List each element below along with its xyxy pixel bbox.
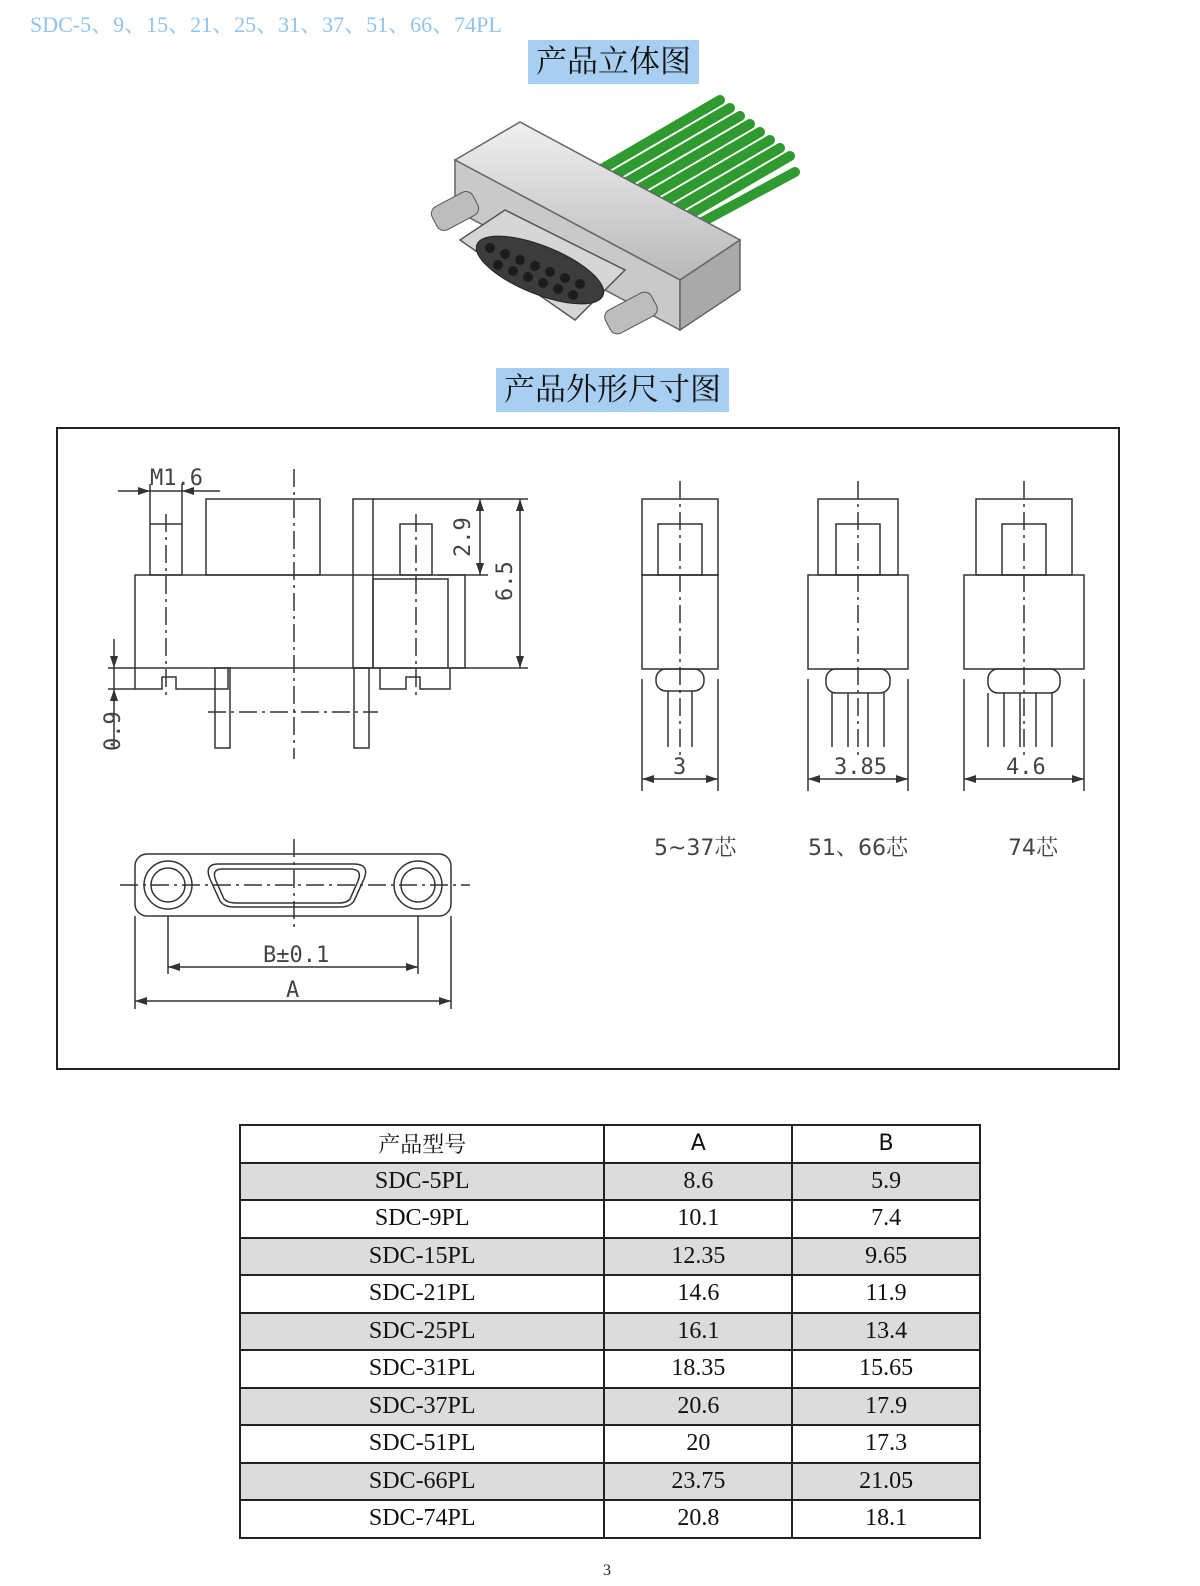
cell-a: 20.6	[604, 1388, 792, 1426]
dim-3-85: 3.85	[834, 755, 887, 780]
caption-51-66-pin: 51、66芯	[808, 836, 908, 861]
caption-5-37-pin: 5~37芯	[654, 836, 737, 861]
table-header-row	[240, 1125, 980, 1163]
caption-74-pin: 74芯	[1008, 836, 1058, 861]
dim-6-5: 6.5	[493, 561, 518, 601]
table-row	[240, 1425, 980, 1463]
cell-b: 7.4	[792, 1200, 980, 1238]
table-row	[240, 1238, 980, 1276]
section-title-dimension-drawing: 产品外形尺寸图	[496, 368, 729, 412]
table-row	[240, 1500, 980, 1538]
dim-b: B±0.1	[263, 943, 330, 968]
cell-model: SDC-66PL	[240, 1463, 604, 1501]
cell-model: SDC-25PL	[240, 1313, 604, 1351]
cell-model: SDC-37PL	[240, 1388, 604, 1426]
cell-b: 17.9	[792, 1388, 980, 1426]
cell-a: 16.1	[604, 1313, 792, 1351]
dim-0-9: 0.9	[101, 711, 126, 751]
end-view-5-37	[642, 481, 718, 791]
dim-m16: M1.6	[150, 466, 203, 491]
cell-a: 14.6	[604, 1275, 792, 1313]
table-row	[240, 1163, 980, 1201]
cell-b: 17.3	[792, 1425, 980, 1463]
cell-model: SDC-9PL	[240, 1200, 604, 1238]
cell-b: 9.65	[792, 1238, 980, 1276]
cell-b: 18.1	[792, 1500, 980, 1538]
dimension-drawing	[58, 429, 1120, 1070]
cell-model: SDC-31PL	[240, 1350, 604, 1388]
cell-b: 21.05	[792, 1463, 980, 1501]
dim-4-6: 4.6	[1006, 755, 1046, 780]
table-row	[240, 1350, 980, 1388]
dim-2-9: 2.9	[451, 517, 476, 557]
dimension-drawing-frame	[56, 427, 1120, 1070]
cell-b: 5.9	[792, 1163, 980, 1201]
cell-a: 20	[604, 1425, 792, 1463]
dim-3: 3	[673, 755, 687, 780]
section-title-3d-view: 产品立体图	[528, 40, 699, 84]
cell-a: 8.6	[604, 1163, 792, 1201]
table-row	[240, 1313, 980, 1351]
cell-model: SDC-21PL	[240, 1275, 604, 1313]
col-header-model: 产品型号	[240, 1125, 604, 1163]
table-row	[240, 1275, 980, 1313]
cell-a: 23.75	[604, 1463, 792, 1501]
col-header-b: B	[792, 1125, 980, 1163]
page-number: 3	[603, 1562, 611, 1579]
table-row	[240, 1200, 980, 1238]
cell-a: 10.1	[604, 1200, 792, 1238]
table-row	[240, 1388, 980, 1426]
cell-a: 20.8	[604, 1500, 792, 1538]
cell-model: SDC-5PL	[240, 1163, 604, 1201]
spec-table	[239, 1124, 981, 1539]
end-view-51-66	[808, 481, 908, 791]
cell-a: 12.35	[604, 1238, 792, 1276]
table-row	[240, 1463, 980, 1501]
cell-b: 15.65	[792, 1350, 980, 1388]
cell-model: SDC-15PL	[240, 1238, 604, 1276]
cell-b: 11.9	[792, 1275, 980, 1313]
connector-3d-render	[410, 90, 810, 350]
col-header-a: A	[604, 1125, 792, 1163]
cell-b: 13.4	[792, 1313, 980, 1351]
series-title: SDC-5、9、15、21、25、31、37、51、66、74PL	[30, 12, 502, 37]
end-view-74	[964, 481, 1084, 791]
cell-a: 18.35	[604, 1350, 792, 1388]
dim-a: A	[286, 978, 300, 1003]
cell-model: SDC-51PL	[240, 1425, 604, 1463]
cell-model: SDC-74PL	[240, 1500, 604, 1538]
